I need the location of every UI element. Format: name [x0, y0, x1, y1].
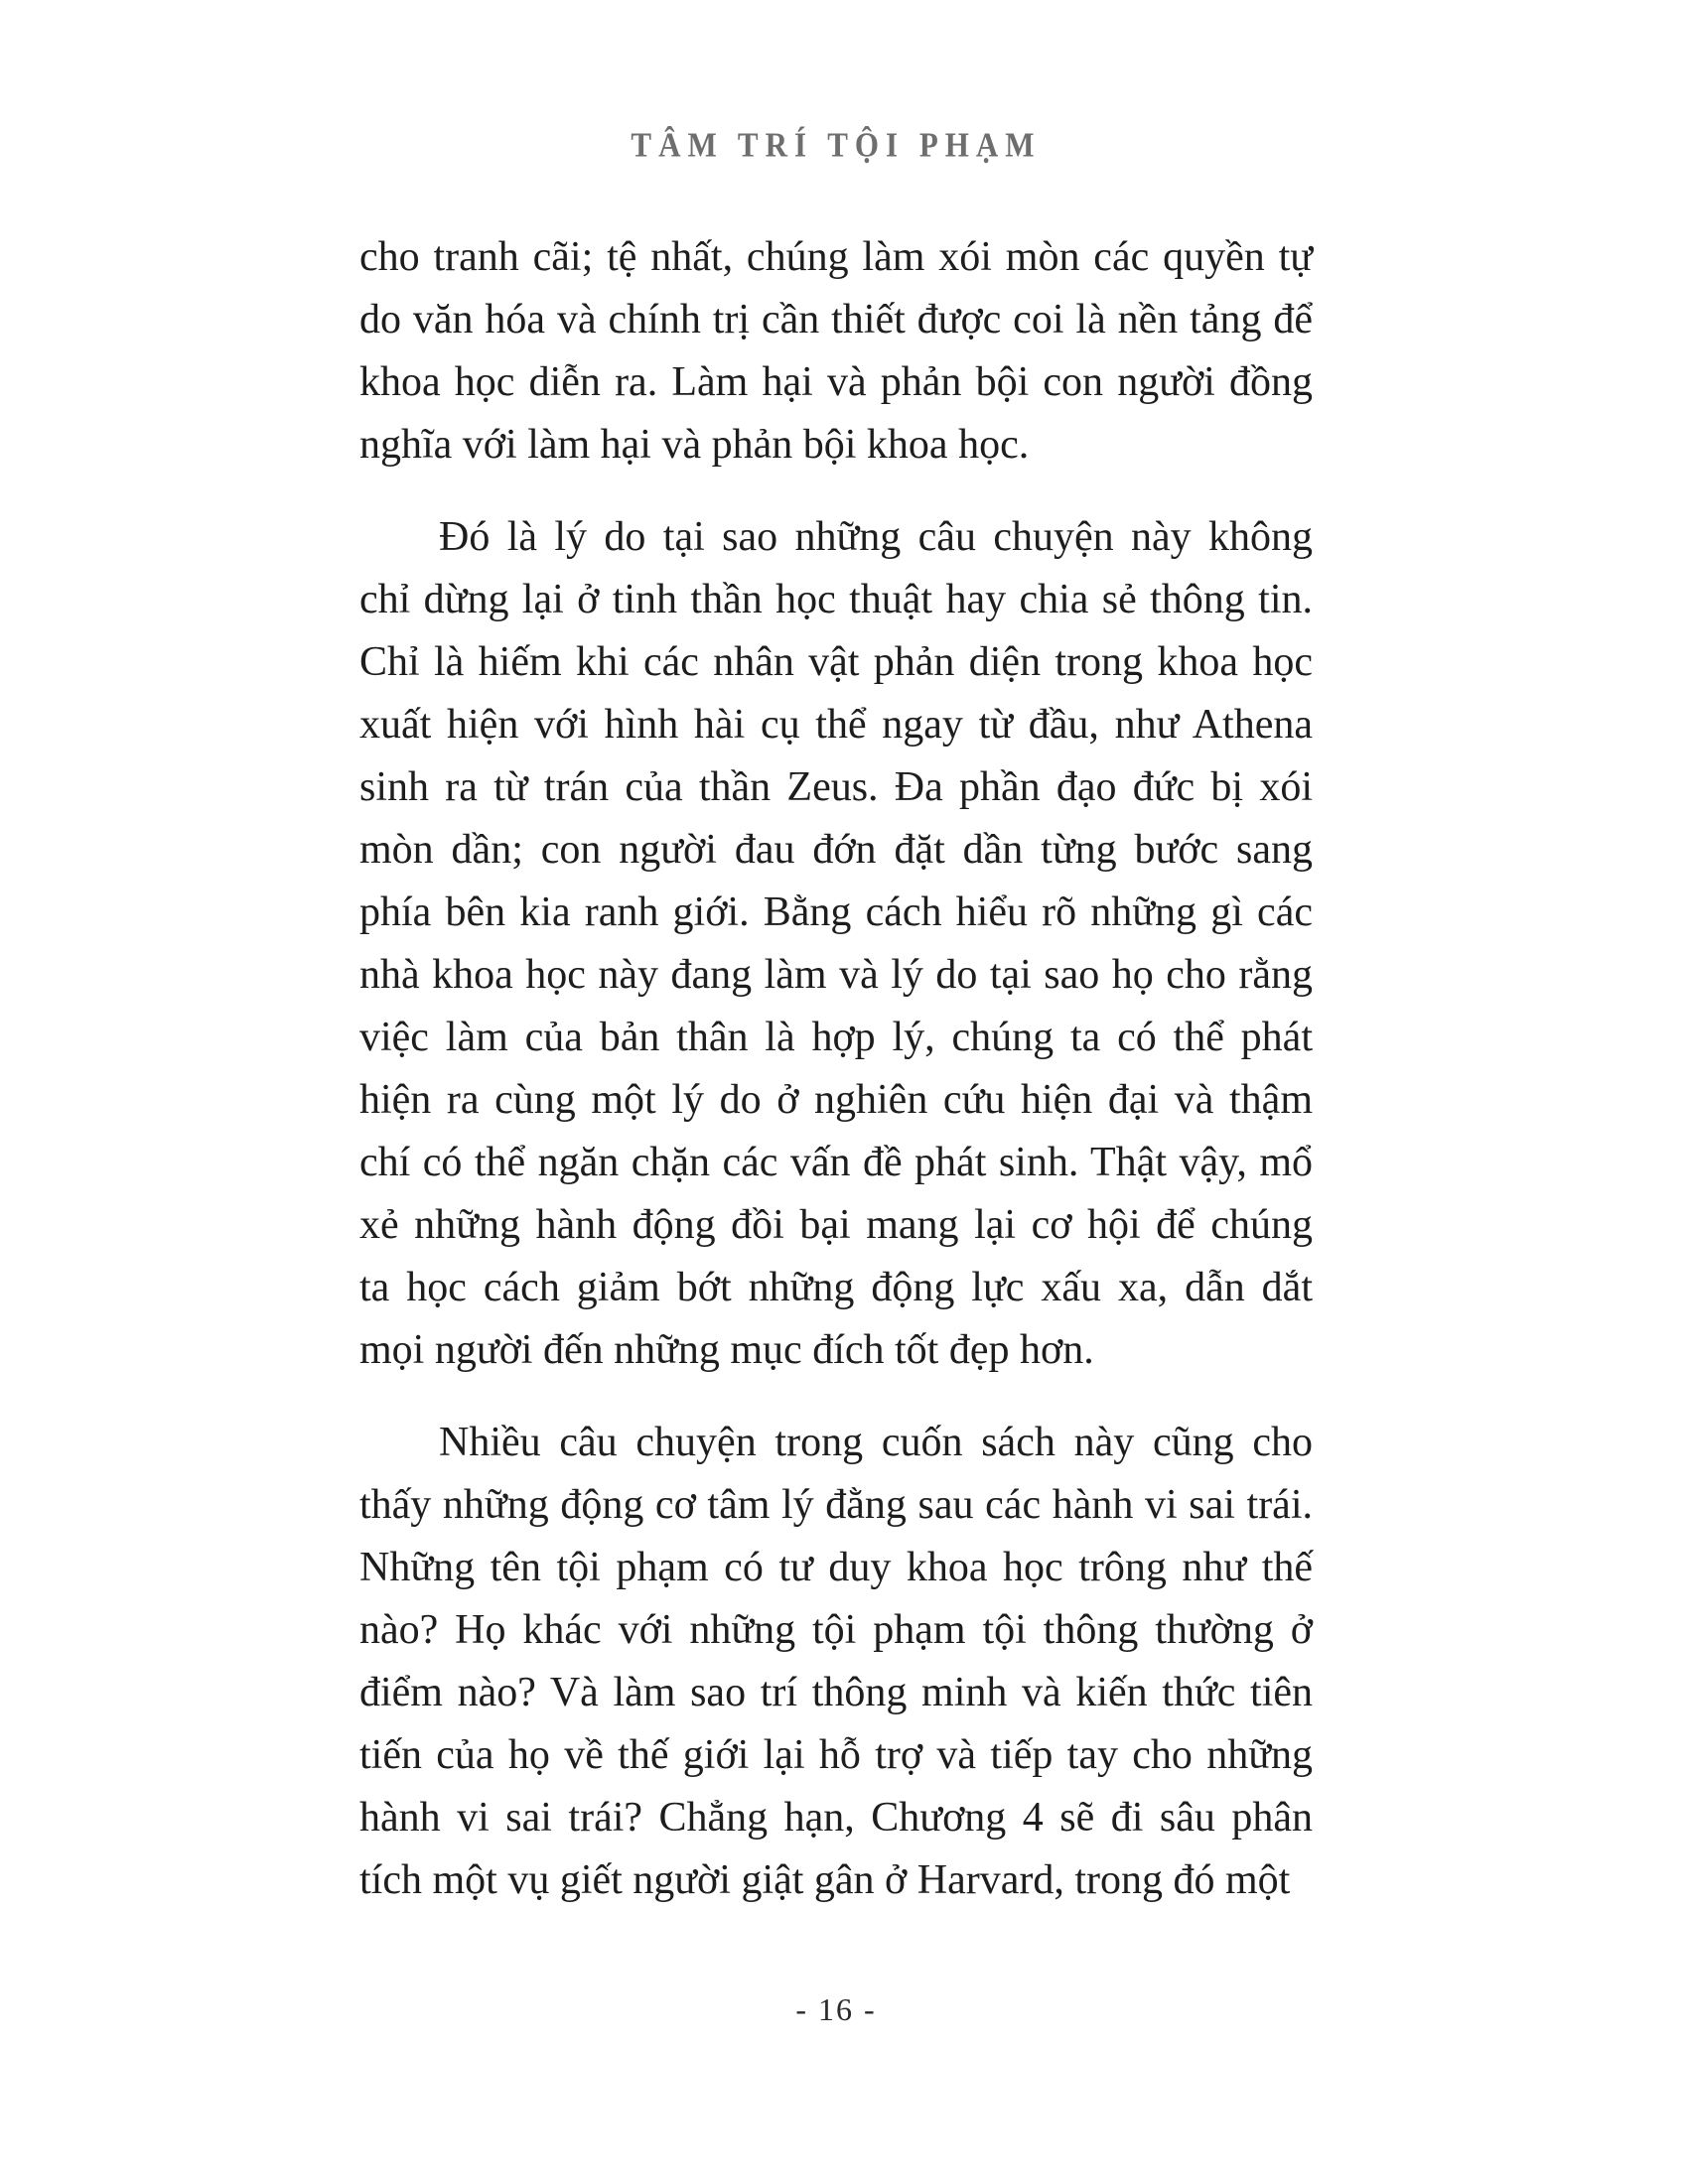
text-line: chí có thể ngăn chặn các vấn đề phát sinh. Thật vậy, mổ — [359, 1140, 1313, 1185]
text-line: xẻ những hành động đồi bại mang lại cơ hội để chúng — [359, 1202, 1313, 1248]
text-line: cho tranh cãi; tệ nhất, chúng làm xói mòn các quyền tự — [359, 234, 1313, 280]
text-line: Chỉ là hiếm khi các nhân vật phản diện trong khoa học — [359, 639, 1313, 685]
paragraph — [359, 226, 1313, 477]
text-line: Những tên tội phạm có tư duy khoa học trông như thế — [359, 1545, 1313, 1590]
text-line: tiến của họ về thế giới lại hỗ trợ và tiếp tay cho những — [359, 1732, 1313, 1778]
text-line: phía bên kia ranh giới. Bằng cách hiểu rõ những gì các — [359, 889, 1313, 935]
text-line: thấy những động cơ tâm lý đằng sau các hành vi sai trái. — [359, 1482, 1313, 1528]
running-header-book-title: TÂM TRÍ TỘI PHẠM — [631, 125, 1042, 165]
text-line: mòn dần; con người đau đớn đặt dần từng bước sang — [359, 827, 1313, 873]
paragraph — [359, 506, 1313, 1382]
text-line: điểm nào? Và làm sao trí thông minh và kiến thức tiên — [359, 1670, 1313, 1715]
text-line: khoa học diễn ra. Làm hại và phản bội con người đồng — [359, 359, 1313, 405]
text-line: nào? Họ khác với những tội phạm tội thông thường ở — [359, 1607, 1313, 1653]
text-line: ta học cách giảm bớt những động lực xấu xa, dẫn dắt — [359, 1265, 1313, 1310]
text-line: hiện ra cùng một lý do ở nghiên cứu hiện đại và thậm — [359, 1077, 1313, 1123]
text-line: xuất hiện với hình hài cụ thể ngay từ đầu, như Athena — [359, 702, 1313, 748]
text-line: Đó là lý do tại sao những câu chuyện này không — [439, 514, 1313, 560]
text-line: Nhiều câu chuyện trong cuốn sách này cũng cho — [439, 1420, 1313, 1465]
text-line: sinh ra từ trán của thần Zeus. Đa phần đạo đức bị xói — [359, 764, 1313, 810]
text-line: việc làm của bản thân là hợp lý, chúng ta có thể phát — [359, 1015, 1313, 1060]
text-line: chỉ dừng lại ở tinh thần học thuật hay chia sẻ thông tin. — [359, 577, 1313, 622]
text-line: nghĩa với làm hại và phản bội khoa học. — [359, 422, 1030, 468]
text-line: nhà khoa học này đang làm và lý do tại sao họ cho rằng — [359, 952, 1313, 998]
paragraph — [359, 1412, 1313, 1912]
text-line: hành vi sai trái? Chẳng hạn, Chương 4 sẽ đi sâu phân — [359, 1795, 1313, 1841]
page-body-text — [359, 226, 1313, 1912]
page-number: - 16 - — [795, 1991, 877, 2027]
text-line: do văn hóa và chính trị cần thiết được coi là nền tảng để — [359, 297, 1313, 342]
text-line: tích một vụ giết người giật gân ở Harvard, trong đó một — [359, 1857, 1291, 1903]
text-line: mọi người đến những mục đích tốt đẹp hơn. — [359, 1327, 1094, 1373]
